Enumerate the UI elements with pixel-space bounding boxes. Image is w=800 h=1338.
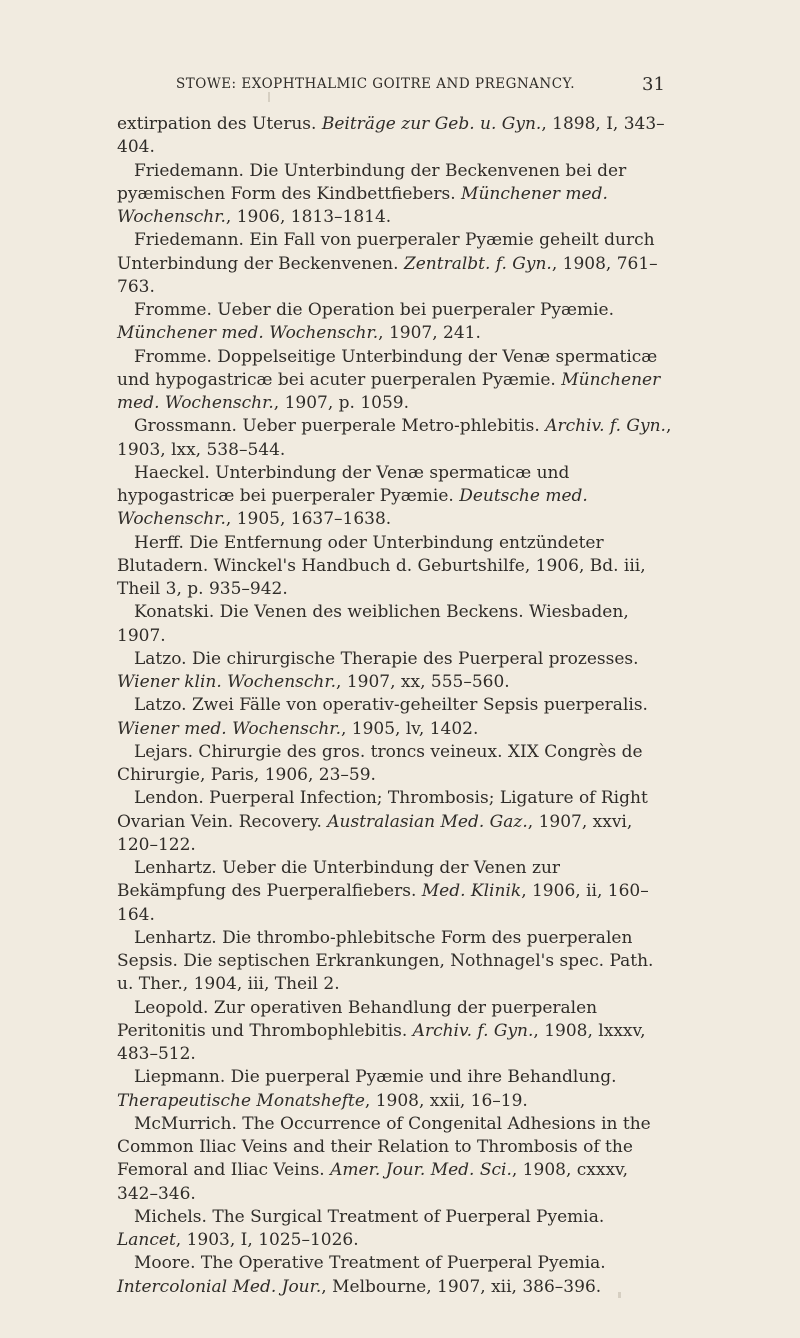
reference-tail: , 1907, p. 1059. <box>273 393 410 413</box>
reference-tail: , 1898, I, 343–404. <box>117 114 665 158</box>
reference-tail: , 1908, 761–763. <box>117 253 658 297</box>
reference-author: Liepmann. <box>134 1067 226 1088</box>
reference-text: Die puerperal Pyæmie und ihre Behandlung. <box>225 1067 617 1088</box>
reference-author: Grossmann. <box>134 416 237 437</box>
reference-entry <box>117 299 673 346</box>
reference-entry <box>117 857 673 927</box>
reference-journal: Intercolonial Med. Jour. <box>117 1276 322 1297</box>
reference-entry <box>117 1113 673 1206</box>
reference-entry <box>117 927 673 997</box>
reference-entry <box>117 648 673 695</box>
reference-journal: Münchener med. Wochenschr. <box>117 183 608 227</box>
reference-journal: Münchener med. Wochenschr. <box>117 369 661 413</box>
reference-entry <box>117 415 673 462</box>
reference-entry <box>117 346 673 416</box>
reference-author: Lenhartz. <box>134 927 217 948</box>
reference-entry <box>117 532 673 602</box>
reference-entry <box>117 1252 673 1299</box>
reference-tail: , 1905, 1637–1638. <box>225 509 392 530</box>
reference-entry <box>117 1066 673 1113</box>
reference-author: Leopold. <box>134 997 209 1018</box>
reference-tail: , 1907, xxvi, 120–122. <box>117 811 633 855</box>
reference-journal: Archiv. f. Gyn. <box>545 416 666 437</box>
reference-text: Die Venen des weiblichen Beckens. Wiesbaden, 1907. <box>117 602 629 646</box>
reference-text: Zwei Fälle von operativ-geheilter Sepsis puerperalis. <box>186 695 648 716</box>
reference-tail: , 1903, I, 1025–1026. <box>175 1230 359 1250</box>
reference-text: Die Entfernung oder Unterbindung entzündeter Blutadern. Winckel's Handbuch d. Geburtshilfe, 1906, Bd. iii, Theil 3, p. 935–942. <box>117 532 646 599</box>
reference-author: Lendon. <box>134 788 204 809</box>
reference-author: Lejars. <box>134 741 194 762</box>
reference-text: Ein Fall von puerperaler Pyæmie geheilt durch Unterbindung der Beckenvenen. <box>117 230 655 274</box>
reference-text: Die chirurgische Therapie des Puerperal prozesses. <box>186 648 639 669</box>
reference-author: Latzo. <box>134 695 187 716</box>
reference-journal: Wiener med. Wochenschr. <box>117 718 341 739</box>
reference-text: extirpation des Uterus. <box>117 114 322 134</box>
reference-text: Puerperal Infection; Thrombosis; Ligature of Right Ovarian Vein. Recovery. <box>117 788 648 832</box>
reference-entry <box>117 462 673 532</box>
reference-entry <box>117 741 673 788</box>
reference-entry <box>117 601 673 648</box>
reference-journal: Deutsche med. Wochenschr. <box>117 486 588 530</box>
reference-text: Die Unterbindung der Beckenvenen bei der pyæmischen Form des Kindbettfiebers. <box>117 160 627 204</box>
reference-tail: , Melbourne, 1907, xii, 386–396. <box>321 1276 602 1297</box>
reference-author: Fromme. <box>134 346 212 367</box>
reference-author: Konatski. <box>134 602 215 623</box>
reference-journal: Zentralbt. f. Gyn. <box>403 253 552 274</box>
reference-text: Ueber die Unterbindung der Venen zur Bekämpfung des Puerperalfiebers. <box>117 858 561 902</box>
running-head: STOWE: EXOPHTHALMIC GOITRE AND PREGNANCY. <box>176 76 576 92</box>
reference-text: The Occurrence of Congenital Adhesions in the Common Iliac Veins and their Relation to Thrombosis of the Femoral and Iliac Veins. <box>117 1113 651 1181</box>
reference-entry <box>117 160 673 230</box>
paper-fleck <box>618 1292 621 1298</box>
reference-tail: , 1908, cxxxv, 342–346. <box>117 1160 629 1204</box>
reference-journal: Beiträge zur Geb. u. Gyn. <box>321 114 542 134</box>
reference-journal: Münchener med. Wochenschr. <box>117 323 379 344</box>
reference-author: Lenhartz. <box>134 858 217 878</box>
reference-text: Unterbindung der Venæ spermaticæ und hypogastricæ bei puerperaler Pyæmie. <box>117 462 570 506</box>
reference-author: Fromme. <box>134 300 212 320</box>
reference-author: Friedemann. <box>134 160 244 181</box>
reference-text: The Surgical Treatment of Puerperal Pyemia. <box>206 1206 605 1227</box>
page-number: 31 <box>642 74 665 95</box>
reference-journal: Amer. Jour. Med. Sci. <box>330 1160 512 1181</box>
reference-text: The Operative Treatment of Puerperal Pyemia. <box>195 1253 606 1274</box>
reference-text: Zur operativen Behandlung der puerperalen Peritonitis und Thrombophlebitis. <box>117 997 598 1041</box>
reference-journal: Lancet <box>117 1230 176 1250</box>
reference-journal: Australasian Med. Gaz. <box>327 811 528 832</box>
reference-text: Ueber puerperale Metro-phlebitis. <box>236 416 546 437</box>
reference-tail: , 1907, xx, 555–560. <box>336 672 510 692</box>
reference-journal: Therapeutische Monatshefte <box>117 1090 365 1111</box>
reference-text: Die thrombo-phlebitsche Form des puerperalen Sepsis. Die septischen Erkrankungen, Nothnagel's spec. Path. u. Ther., 1904, iii, Theil 2. <box>117 927 654 995</box>
reference-text: Doppelseitige Unterbindung der Venæ spermaticæ und hypogastricæ bei acuter puerperalen Pyæmie. <box>117 346 658 390</box>
reference-text: Ueber die Operation bei puerperaler Pyæmie. <box>211 300 614 320</box>
reference-tail: , 1906, ii, 160–164. <box>117 881 649 925</box>
reference-list <box>117 113 673 1299</box>
reference-tail: , 1908, lxxxv, 483–512. <box>117 1020 646 1064</box>
reference-journal: Archiv. f. Gyn. <box>412 1020 534 1041</box>
paper-fleck <box>268 92 270 102</box>
reference-author: Friedemann. <box>134 230 244 251</box>
reference-author: Moore. <box>134 1253 196 1274</box>
reference-journal: Med. Klinik <box>421 881 522 902</box>
reference-entry <box>117 229 673 299</box>
reference-journal: Wiener klin. Wochenschr. <box>117 672 337 692</box>
reference-entry <box>117 113 673 160</box>
reference-author: Herff. <box>134 532 184 553</box>
reference-entry <box>117 1206 673 1253</box>
reference-entry <box>117 694 673 741</box>
reference-tail: , 1903, lxx, 538–544. <box>117 416 672 460</box>
reference-tail: , 1908, xxii, 16–19. <box>364 1090 528 1111</box>
reference-tail: , 1905, lv, 1402. <box>340 718 479 739</box>
reference-author: McMurrich. <box>134 1113 237 1134</box>
reference-author: Latzo. <box>134 648 187 669</box>
reference-author: Haeckel. <box>134 462 210 483</box>
reference-text: Chirurgie des gros. troncs veineux. XIX Congrès de Chirurgie, Paris, 1906, 23–59. <box>117 741 643 785</box>
reference-tail: , 1907, 241. <box>378 323 481 344</box>
reference-author: Michels. <box>134 1206 207 1227</box>
reference-tail: , 1906, 1813–1814. <box>225 207 392 227</box>
reference-entry <box>117 787 673 857</box>
reference-entry <box>117 997 673 1067</box>
